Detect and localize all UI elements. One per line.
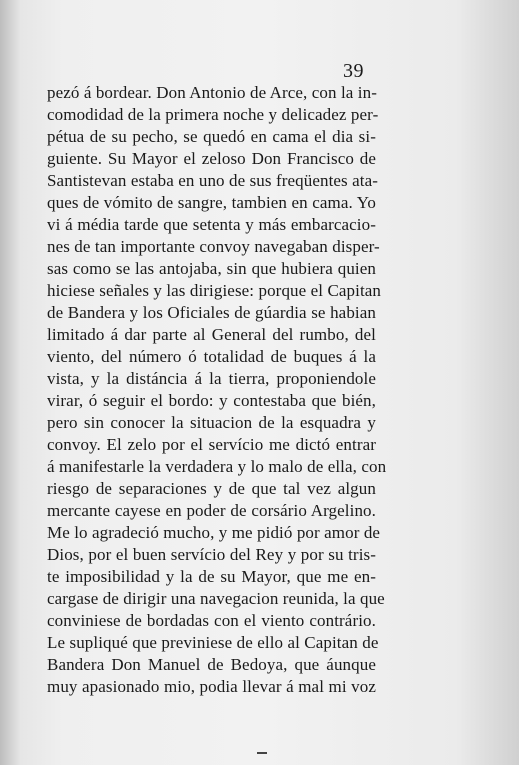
text-line: virar, ó seguir el bordo: y contestaba que bién, [47, 391, 376, 410]
text-line: limitado á dar parte al General del rumbo, del [47, 325, 376, 344]
text-line: muy apasionado mio, podia llevar á mal mi voz [47, 677, 376, 696]
text-line: convoy. El zelo por el servício me dictó entrar [47, 435, 376, 454]
text-line: te imposibilidad y la de su Mayor, que me en- [47, 567, 376, 586]
text-line: de Bandera y los Oficiales de gúardia se habian [47, 303, 376, 322]
printer-mark [257, 752, 267, 754]
text-line: riesgo de separaciones y de que tal vez algun [47, 479, 376, 498]
text-line: Le supliqué que previniese de ello al Capitan de [47, 633, 379, 652]
text-line: vista, y la distáncia á la tierra, proponiendole [47, 369, 376, 388]
body-text [47, 82, 387, 698]
text-line: sas como se las antojaba, sin que hubiera quien [47, 259, 376, 278]
text-line: nes de tan importante convoy navegaban disper- [47, 237, 380, 256]
text-line: á manifestarle la verdadera y lo malo de ella, con [47, 457, 387, 476]
text-line: mercante cayese en poder de corsário Argelino. [47, 501, 376, 520]
text-line: viento, del número ó totalidad de buques á la [47, 347, 376, 366]
text-line: conviniese de bordadas con el viento contrário. [47, 611, 376, 630]
text-line: Dios, por el buen servício del Rey y por su tris- [47, 545, 376, 564]
text-line: vi á média tarde que setenta y más embarcacio- [47, 215, 376, 234]
text-line: pero sin conocer la situacion de la esquadra y [47, 413, 376, 432]
text-line: pétua de su pecho, se quedó en cama el dia si- [47, 127, 376, 146]
text-line: hiciese señales y las dirigiese: porque el Capitan [47, 281, 382, 300]
text-line: comodidad de la primera noche y delicadez per- [47, 105, 379, 124]
text-line: Me lo agradeció mucho, y me pidió por amor de [47, 523, 381, 542]
text-line: Santistevan estaba en uno de sus freqüentes ata- [47, 171, 378, 190]
text-line: pezó á bordear. Don Antonio de Arce, con la in- [47, 83, 377, 102]
text-line: ques de vómito de sangre, tambien en cama. Yo [47, 193, 376, 212]
page-number: 39 [343, 60, 364, 82]
text-line: Bandera Don Manuel de Bedoya, que áunque [47, 655, 376, 674]
text-line: cargase de dirigir una navegacion reunida, la que [47, 589, 385, 608]
text-line: guiente. Su Mayor el zeloso Don Francisco de [47, 149, 376, 168]
